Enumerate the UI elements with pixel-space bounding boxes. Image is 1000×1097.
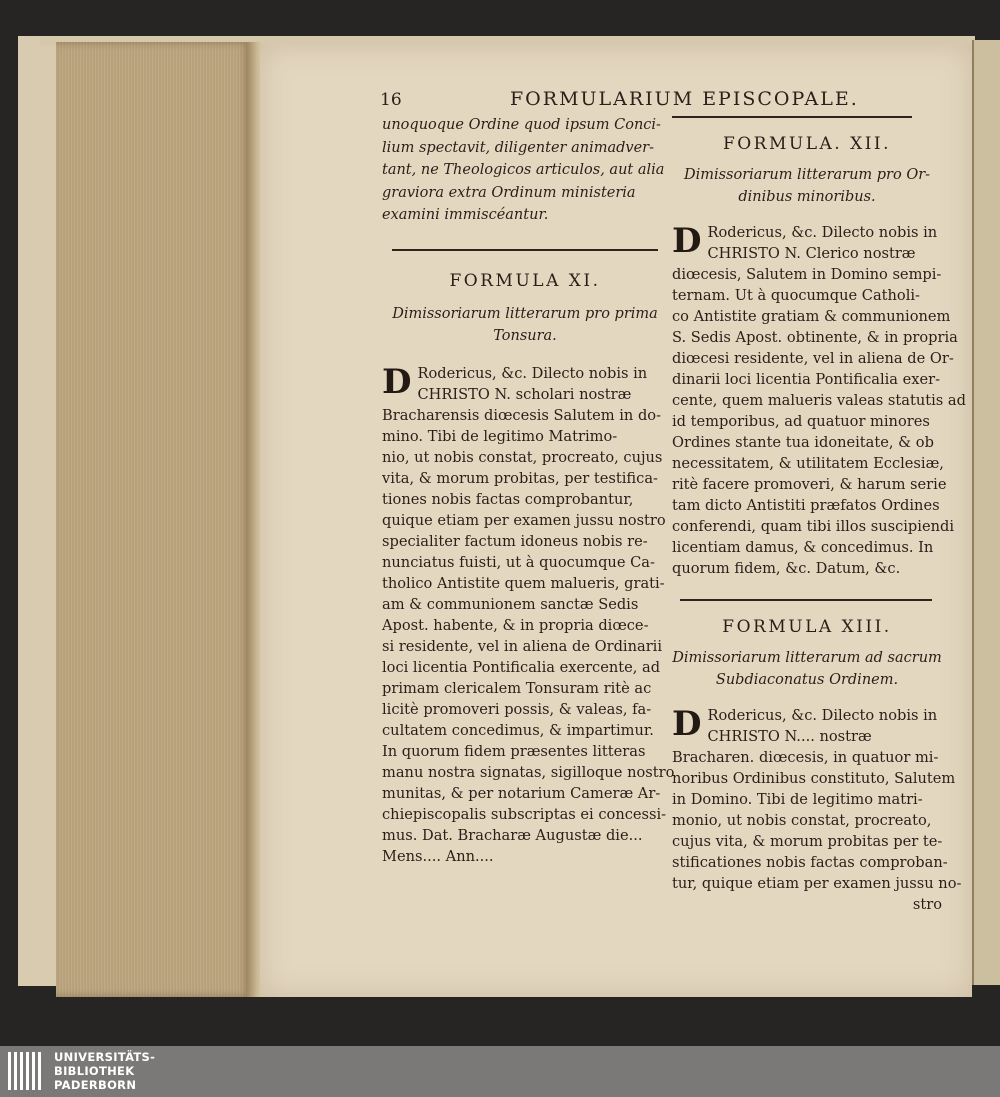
- text-line: Rodericus, &c. Dilecto nobis in: [707, 224, 938, 241]
- text-line: ritè facere promoveri, & harum serie: [672, 476, 947, 493]
- formula-xi-subtitle: [382, 303, 668, 347]
- formula-xii-title: FORMULA. XII.: [722, 134, 892, 154]
- text-line: am & communionem sanctæ Sedis: [382, 595, 639, 613]
- text-line: Rodericus, &c. Dilecto nobis in: [707, 707, 938, 724]
- formula-xiii-title: FORMULA XIII.: [722, 617, 892, 637]
- text-line: cujus vita, & morum probitas per te-: [672, 833, 943, 850]
- text-line: tiones nobis factas comprobantur,: [382, 490, 634, 508]
- text-line: stro: [912, 896, 942, 913]
- text-line: mus. Dat. Bracharæ Augustæ die...: [382, 826, 643, 844]
- text-line: licitè promoveri possis, & valeas, fa-: [382, 700, 652, 718]
- text-line: monio, ut nobis constat, procreato,: [672, 812, 932, 829]
- logo-line: BIBLIOTHEK: [54, 1064, 135, 1078]
- text-line: In quorum fidem præsentes litteras: [382, 742, 646, 760]
- logo-line: UNIVERSITÄTS-: [54, 1050, 156, 1064]
- text-line: si residente, vel in aliena de Ordinarii: [382, 637, 663, 655]
- formula-xii-body: [672, 221, 966, 579]
- drop-cap: D: [672, 704, 702, 744]
- text-line: munitas, & per notarium Cameræ Ar-: [382, 784, 661, 802]
- text-line: cente, quem malueris valeas statutis ad: [672, 392, 966, 409]
- page-number: 16: [380, 90, 402, 110]
- text-line: cultatem concedimus, & impartimur.: [382, 721, 654, 739]
- text-line: CHRISTO N. scholari nostræ: [417, 385, 632, 403]
- text-line: graviora extra Ordinum ministeria: [382, 184, 636, 201]
- text-line: CHRISTO N.... nostræ: [707, 728, 872, 745]
- text-line: lium spectavit, diligenter animadver-: [382, 139, 654, 156]
- subtitle-line: Tonsura.: [493, 327, 557, 344]
- text-line: unoquoque Ordine quod ipsum Conci-: [382, 117, 661, 133]
- library-logo-text: [54, 1050, 155, 1092]
- text-line: licentiam damus, & concedimus. In: [672, 539, 934, 556]
- text-line: CHRISTO N. Clerico nostræ: [707, 245, 916, 262]
- text-line: vita, & morum probitas, per testifica-: [382, 469, 658, 487]
- page-block-edge: [56, 42, 252, 997]
- formula-xiii-body: [672, 704, 962, 915]
- text-line: Bracharensis diœcesis Salutem in do-: [382, 406, 662, 424]
- section-divider: [672, 116, 912, 118]
- text-line: Ordines stante tua idoneitate, & ob: [672, 434, 934, 451]
- formula-xi-body: [382, 361, 675, 867]
- text-line: conferendi, quam tibi illos suscipiendi: [672, 518, 954, 535]
- text-line: quique etiam per examen jussu nostro: [382, 511, 666, 529]
- text-line: mino. Tibi de legitimo Matrimo-: [382, 427, 618, 445]
- text-line: Apost. habente, & in propria diœce-: [382, 616, 649, 634]
- text-line: in Domino. Tibi de legitimo matri-: [672, 791, 923, 808]
- formula-xii-subtitle: [672, 164, 942, 208]
- logo-line: PADERBORN: [54, 1078, 137, 1092]
- text-line: tam dicto Antistiti præfatos Ordines: [672, 497, 940, 514]
- text-line: diœcesi residente, vel in aliena de Or-: [672, 350, 954, 367]
- text-line: tant, ne Theologicos articulos, aut alia: [382, 162, 665, 179]
- text-line: co Antistite gratiam & communionem: [672, 308, 951, 325]
- section-divider: [680, 599, 932, 601]
- left-column: [382, 112, 675, 867]
- text-line: diœcesis, Salutem in Domino sempi-: [672, 266, 942, 283]
- continuation-text: [382, 114, 668, 227]
- text-line: id temporibus, ad quatuor minores: [672, 413, 930, 430]
- formula-xi-title: FORMULA XI.: [449, 270, 601, 291]
- library-logo-icon: [8, 1052, 46, 1090]
- book-cover-right-edge: [972, 40, 1000, 985]
- text-line: noribus Ordinibus constituto, Salutem: [672, 770, 956, 787]
- subtitle-line: dinibus minoribus.: [738, 189, 876, 205]
- text-line: loci licentia Pontificalia exercente, ad: [382, 658, 661, 676]
- text-line: necessitatem, & utilitatem Ecclesiæ,: [672, 455, 944, 472]
- text-line: specialiter factum idoneus nobis re-: [382, 532, 648, 550]
- subtitle-line: Dimissoriarum litterarum pro prima: [392, 305, 658, 322]
- subtitle-line: Dimissoriarum litterarum pro Or-: [683, 167, 931, 183]
- text-line: dinarii loci licentia Pontificalia exer-: [672, 371, 941, 388]
- text-line: Bracharen. diœcesis, in quatuor mi-: [672, 749, 939, 766]
- text-line: quorum fidem, &c. Datum, &c.: [672, 560, 901, 577]
- text-line: S. Sedis Apost. obtinente, & in propria: [672, 329, 958, 346]
- text-line: stificationes nobis factas comproban-: [672, 854, 948, 871]
- text-line: primam clericalem Tonsuram ritè ac: [382, 679, 652, 697]
- drop-cap: D: [382, 361, 412, 402]
- text-line: examini immiscéantur.: [382, 207, 549, 224]
- text-line: Rodericus, &c. Dilecto nobis in: [417, 364, 648, 382]
- text-line: chiepiscopalis subscriptas ei concessi-: [382, 805, 667, 823]
- text-line: ternam. Ut à quocumque Catholi-: [672, 287, 920, 304]
- subtitle-line: Dimissoriarum litterarum ad sacrum: [672, 650, 942, 666]
- running-title: FORMULARIUM EPISCOPALE.: [510, 88, 859, 110]
- formula-xiii-subtitle: [672, 647, 942, 691]
- text-line: tur, quique etiam per examen jussu no-: [672, 875, 962, 892]
- right-column: [672, 112, 966, 915]
- text-line: tholico Antistite quem malueris, grati-: [382, 574, 665, 592]
- text-line: manu nostra signatas, sigilloque nostro: [382, 763, 675, 781]
- text-line: nunciatus fuisti, ut à quocumque Ca-: [382, 553, 655, 571]
- subtitle-line: Subdiaconatus Ordinem.: [715, 672, 899, 688]
- drop-cap: D: [672, 221, 702, 261]
- section-divider: [392, 249, 658, 251]
- library-footer: [0, 1046, 1000, 1097]
- text-line: Mens.... Ann....: [382, 847, 494, 865]
- text-line: nio, ut nobis constat, procreato, cujus: [382, 448, 663, 466]
